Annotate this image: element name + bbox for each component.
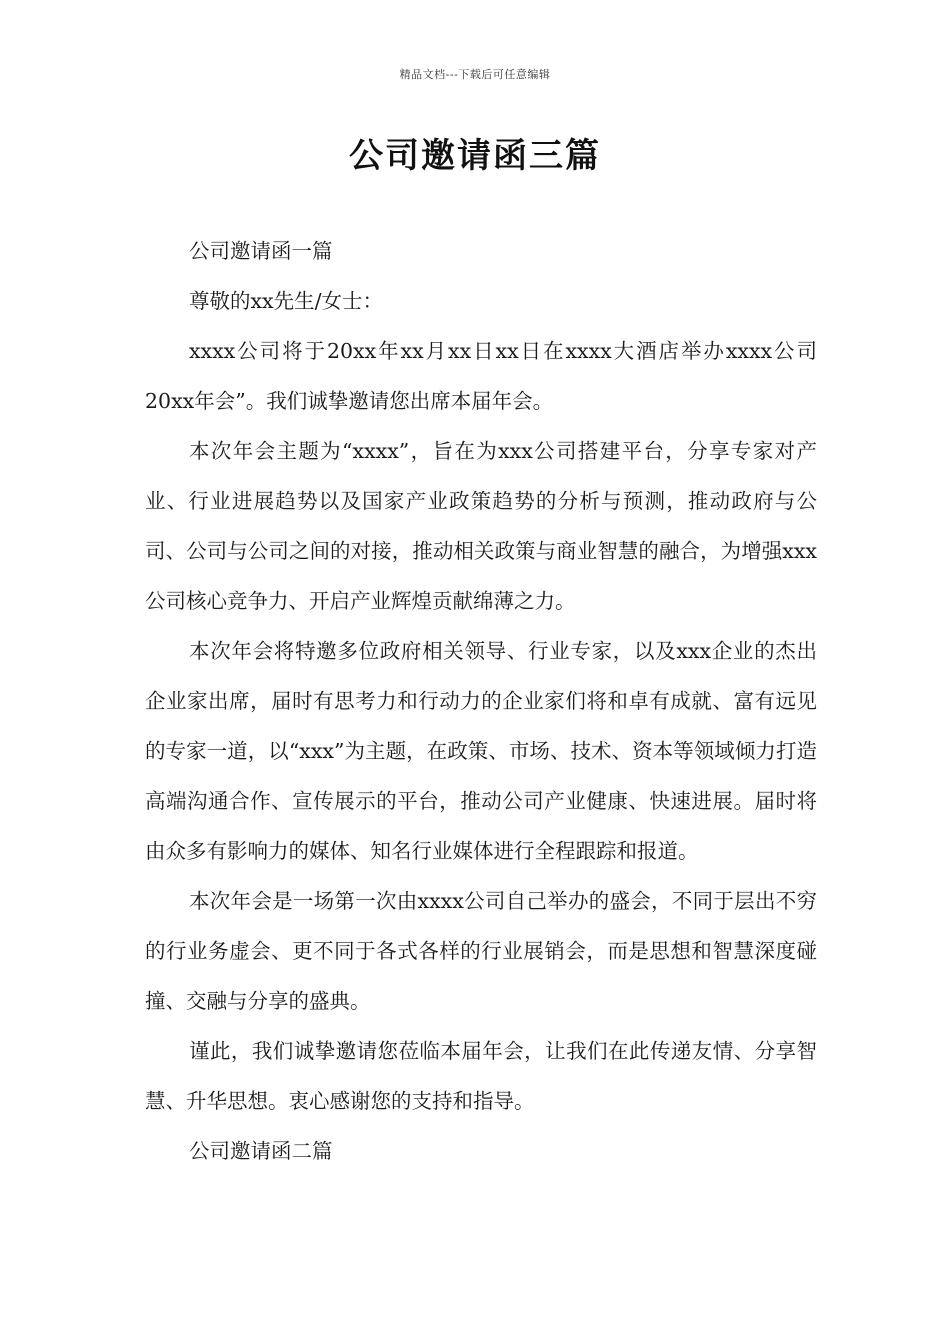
document-body	[145, 226, 817, 1176]
document-title: 公司邀请函三篇	[349, 136, 601, 176]
paragraph-4: 本次年会是一场第一次由xxxx公司自己举办的盛会，不同于层出不穷的行业务虚会、更不同于各式各样的行业展销会，而是思想和智慧深度碰撞、交融与分享的盛典。	[145, 889, 817, 1013]
salutation: 尊敬的xx先生/女士：	[189, 289, 384, 313]
section-heading-1: 公司邀请函一篇	[189, 239, 333, 263]
paragraph-5: 谨此，我们诚挚邀请您莅临本届年会，让我们在此传递友情、分享智慧、升华思想。衷心感谢您的支持和指导。	[145, 1039, 817, 1113]
paragraph-3: 本次年会将特邀多位政府相关领导、行业专家，以及xxx企业的杰出企业家出席，届时有思考力和行动力的企业家们将和卓有成就、富有远见的专家一道，以“xxx”为主题，在政策、市场、技术、资本等领域倾力打造高端沟通合作、宣传展示的平台，推动公司产业健康、快速进展。届时将由众多有影响力的媒体、知名行业媒体进行全程跟踪和报道。	[145, 639, 817, 863]
header-note: 精品文档---下载后可任意编辑	[399, 68, 551, 81]
paragraph-1: xxxx公司将于20xx年xx月xx日xx日在xxxx大酒店举办xxxx公司20xx年会”。我们诚挚邀请您出席本届年会。	[145, 339, 817, 413]
section-heading-2: 公司邀请函二篇	[189, 1139, 333, 1163]
paragraph-2: 本次年会主题为“xxxx”，旨在为xxx公司搭建平台，分享专家对产业、行业进展趋势以及国家产业政策趋势的分析与预测，推动政府与公司、公司与公司之间的对接，推动相关政策与商业智慧的融合，为增强xxx公司核心竞争力、开启产业辉煌贡献绵薄之力。	[145, 439, 817, 613]
